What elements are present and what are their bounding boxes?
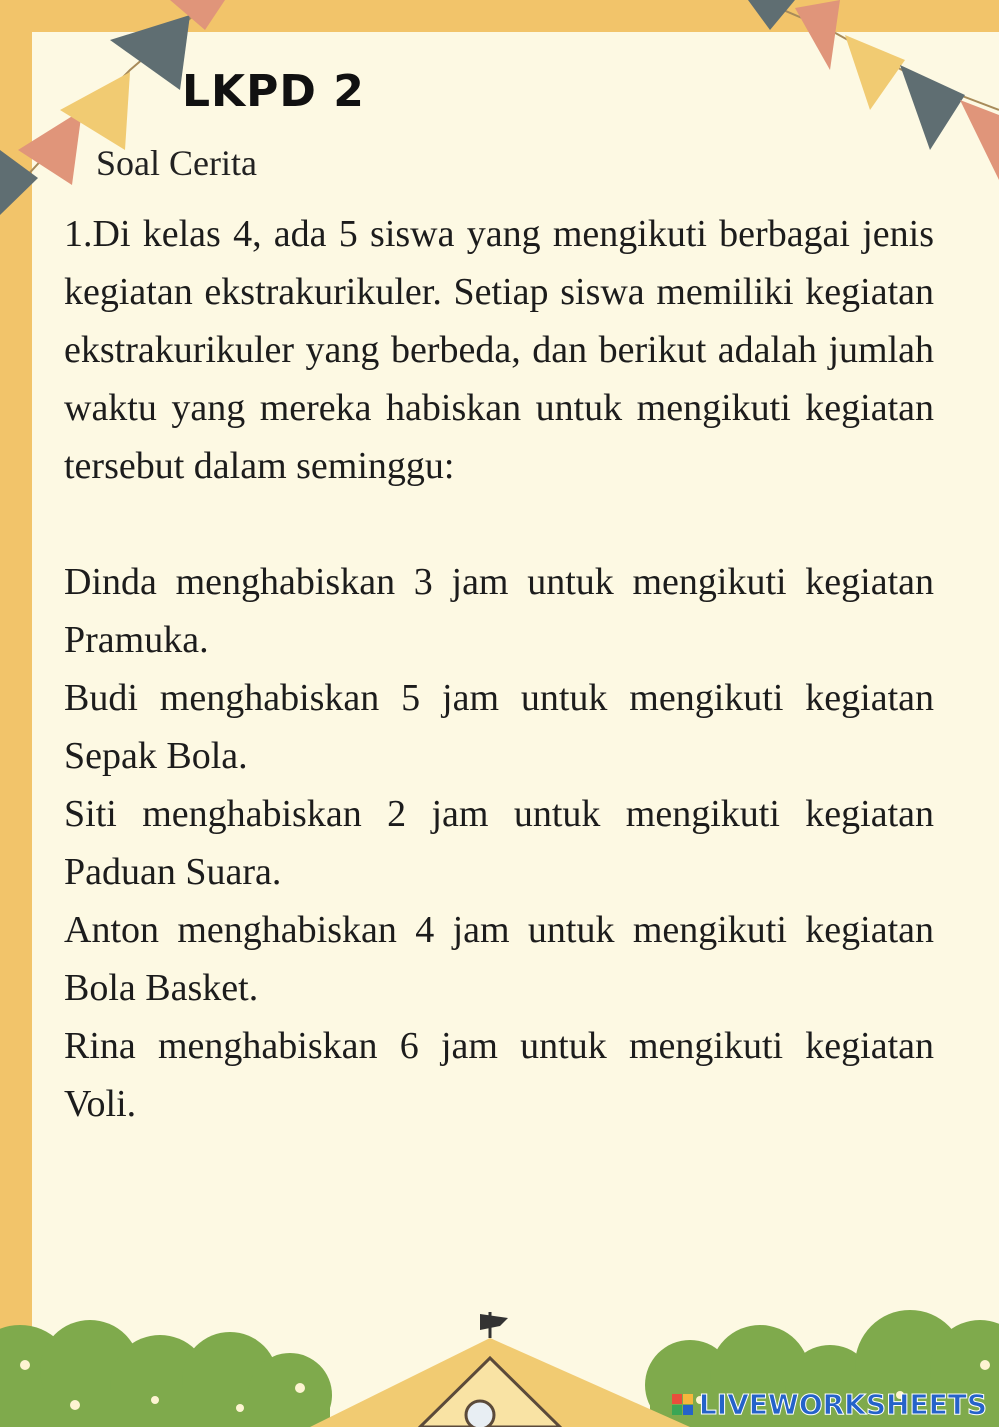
bunting-flag (900, 65, 965, 150)
bunting-flag (748, 0, 795, 30)
question-item: Dinda menghabiskan 3 jam untuk mengikuti kegiatan Pramuka. (64, 561, 934, 661)
question-item: Rina menghabiskan 6 jam untuk mengikuti kegiatan Voli. (64, 1025, 934, 1125)
question-item: Anton menghabiskan 4 jam untuk mengikuti kegiatan Bola Basket. (64, 909, 934, 1009)
brand-name: LIVEWORKSHEETS (698, 1388, 987, 1421)
page-subtitle: Soal Cerita (96, 143, 257, 183)
liveworksheets-logo-icon (672, 1394, 693, 1415)
bunting-flag (795, 0, 840, 70)
bush-left (0, 1320, 332, 1427)
question-body (64, 205, 934, 1133)
question-intro: 1.Di kelas 4, ada 5 siswa yang mengikuti berbagai jenis kegiatan ekstrakurikuler. Setiap siswa memiliki kegiatan ekstrakurikuler yang berbeda, dan berikut adalah jumlah waktu yang mereka habiskan untuk mengikuti kegiatan tersebut dalam seminggu: (64, 213, 934, 487)
page-title: LKPD 2 (182, 66, 365, 117)
school-building (310, 1312, 690, 1427)
bunting-flag (960, 100, 999, 180)
bunting-flag (845, 35, 905, 110)
bunting-flag (0, 150, 38, 215)
question-item: Budi menghabiskan 5 jam untuk mengikuti kegiatan Sepak Bola. (64, 677, 934, 777)
question-item: Siti menghabiskan 2 jam untuk mengikuti kegiatan Paduan Suara. (64, 793, 934, 893)
liveworksheets-watermark (672, 1388, 987, 1421)
flag-icon (480, 1314, 508, 1330)
